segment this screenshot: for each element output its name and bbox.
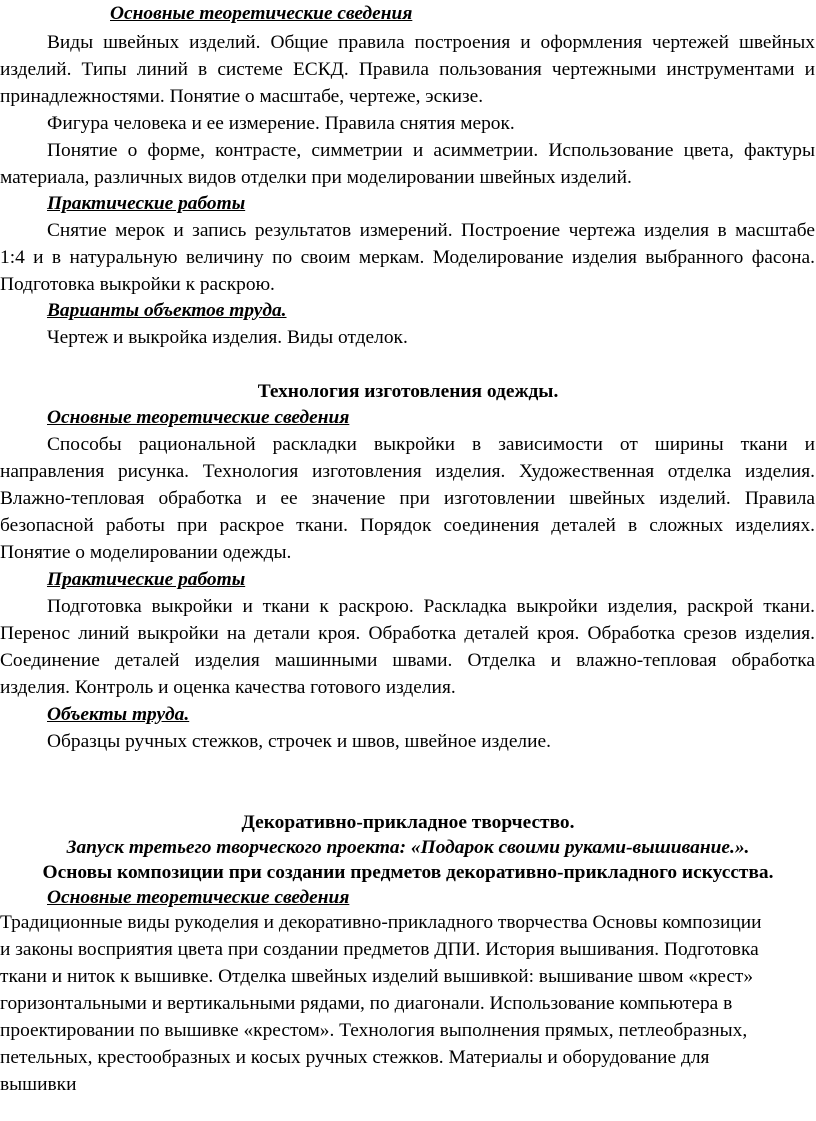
- section2-practical-line: изделия. Контроль и оценка качества готового изделия.: [0, 677, 456, 698]
- section2-practical-heading: Практические работы: [47, 569, 246, 590]
- section1-practical-line: 1:4 и в натуральную величину по своим меркам. Моделирование изделия выбранного фасона.: [0, 247, 815, 268]
- section2-practical-line: Соединение деталей изделия машинными швами. Отделка и влажно-тепловая обработка: [0, 650, 815, 671]
- section3-paragraph-line: вышивки: [0, 1074, 77, 1095]
- section2-title: Технология изготовления одежды.: [257, 381, 559, 402]
- section2-paragraph-line: безопасной работы при раскрое ткани. Порядок соединения деталей в сложных изделиях.: [0, 515, 815, 536]
- section1-paragraph: Фигура человека и ее измерение. Правила снятия мерок.: [47, 113, 515, 134]
- section1-practical-line: Снятие мерок и запись результатов измерений. Построение чертежа изделия в масштабе: [47, 220, 815, 241]
- section1-practical-line: Подготовка выкройки к раскрою.: [0, 274, 275, 295]
- section3-paragraph-line: и законы восприятия цвета при создании предметов ДПИ. История вышивания. Подготовка: [0, 939, 759, 960]
- section2-practical-line: Перенос линий выкройки на детали кроя. Обработка деталей кроя. Обработка срезов изделия.: [0, 623, 815, 644]
- section2-objects: Образцы ручных стежков, строчек и швов, швейное изделие.: [47, 731, 551, 752]
- section3-title: Декоративно-прикладное творчество.: [241, 812, 575, 833]
- section1-paragraph-line: материала, различных видов отделки при моделировании швейных изделий.: [0, 167, 632, 188]
- section1-objects-heading: Варианты объектов труда.: [47, 300, 287, 321]
- section3-paragraph-line: горизонтальными и вертикальными рядами, по диагонали. Использование компьютера в: [0, 993, 733, 1014]
- section3-paragraph-line: ткани и ниток к вышивке. Отделка швейных изделий вышивкой: вышивание швом «крест»: [0, 966, 754, 987]
- section2-paragraph-line: направления рисунка. Технология изготовления изделия. Художественная отделка изделия.: [0, 461, 815, 482]
- section3-paragraph-line: петельных, крестообразных и косых ручных стежков. Материалы и оборудование для: [0, 1047, 710, 1068]
- section3-subtitle2: Основы композиции при создании предметов декоративно-прикладного искусства.: [42, 862, 774, 883]
- section3-paragraph-line: проектировании по вышивке «крестом». Технология выполнения прямых, петлеобразных,: [0, 1020, 748, 1041]
- section2-paragraph-line: Понятие о моделировании одежды.: [0, 542, 292, 563]
- section1-paragraph-line: изделий. Типы линий в системе ЕСКД. Правила пользования чертежными инструментами и: [0, 59, 815, 80]
- section2-heading: Основные теоретические сведения: [47, 407, 350, 428]
- section3-heading: Основные теоретические сведения: [47, 887, 350, 908]
- section2-objects-heading: Объекты труда.: [47, 704, 190, 725]
- section1-objects: Чертеж и выкройка изделия. Виды отделок.: [47, 327, 408, 348]
- section1-paragraph-line: Виды швейных изделий. Общие правила построения и оформления чертежей швейных: [47, 32, 815, 53]
- section1-heading: Основные теоретические сведения: [110, 3, 413, 24]
- section3-subtitle: Запуск третьего творческого проекта: «Подарок своими руками-вышивание.».: [66, 837, 750, 858]
- section1-paragraph-line: Понятие о форме, контрасте, симметрии и асимметрии. Использование цвета, фактуры: [47, 140, 815, 161]
- section1-practical-heading: Практические работы: [47, 193, 246, 214]
- section2-practical-line: Подготовка выкройки и ткани к раскрою. Раскладка выкройки изделия, раскрой ткани.: [47, 596, 815, 617]
- section2-paragraph-line: Влажно-тепловая обработка и ее значение при изготовлении швейных изделий. Правила: [0, 488, 815, 509]
- section2-paragraph-line: Способы рациональной раскладки выкройки в зависимости от ширины ткани и: [47, 434, 815, 455]
- section1-paragraph-line: принадлежностями. Понятие о масштабе, чертеже, эскизе.: [0, 86, 484, 107]
- section3-paragraph-line: Традиционные виды рукоделия и декоративно-прикладного творчества Основы композиции: [0, 912, 762, 933]
